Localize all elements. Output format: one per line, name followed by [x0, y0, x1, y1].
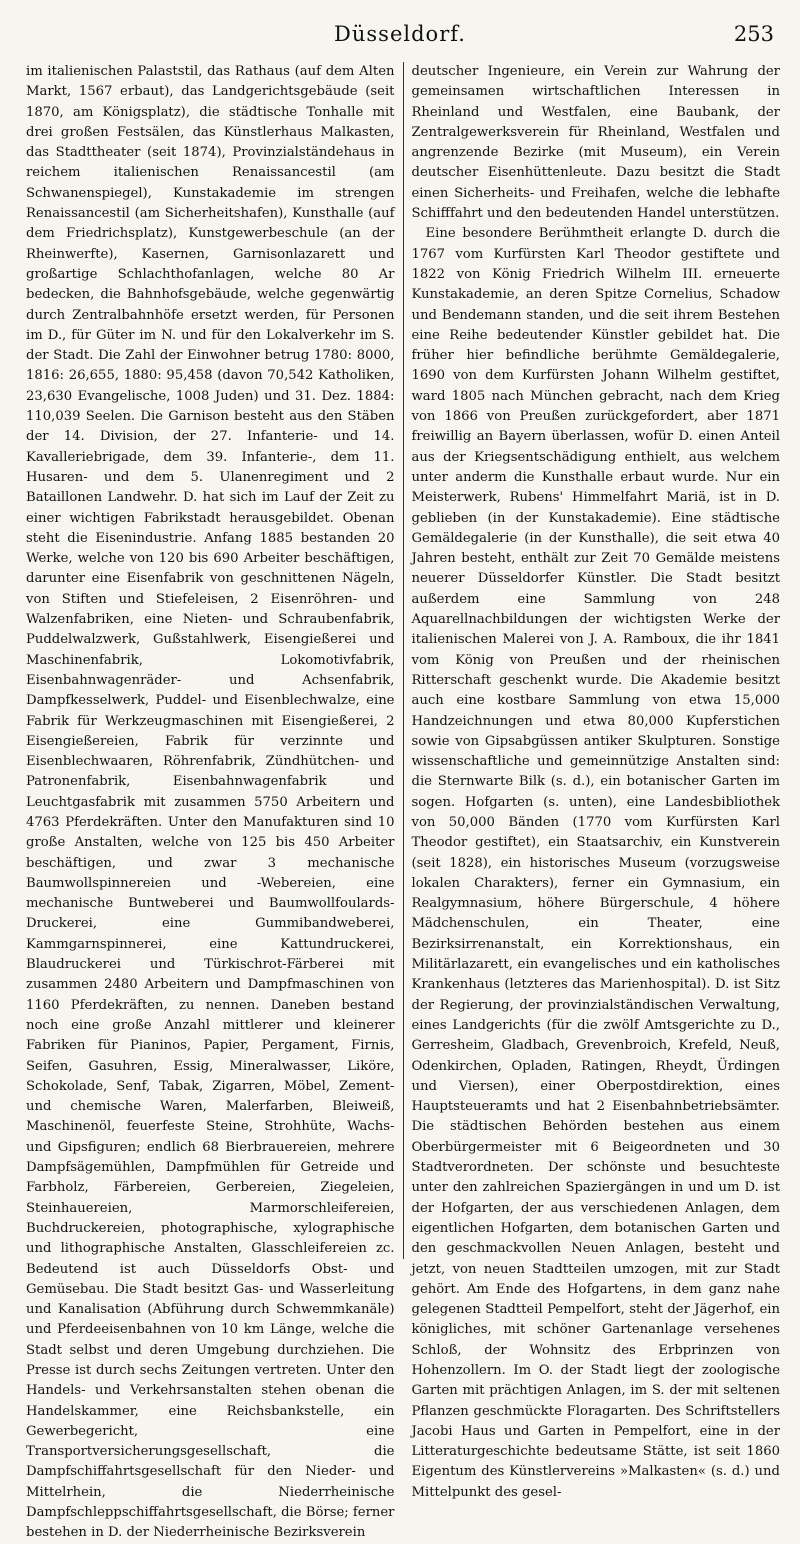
right-paragraph-1: deutscher Ingenieure, ein Verein zur Wahrung der gemeinsamen wirtschaftlichen Interessen in Rheinland und Westfalen, eine Baubank, der Zentralgewerksverein für Rheinland, Westfalen und angrenzende Bezirke (mit Museum), ein Verein deutscher Eisenhüttenleute. Dazu besitzt die Stadt einen Sicherheits- und Freihafen, welche die lebhafte Schifffahrt und den bedeutenden Handel unterstützen.	[411, 64, 780, 222]
text-columns	[26, 62, 780, 1541]
left-column	[26, 62, 404, 1541]
running-title: Düsseldorf.	[334, 22, 466, 46]
right-paragraph-2: Eine besondere Berühmtheit erlangte D. durch die 1767 vom Kurfürsten Karl Theodor gestiftete und 1822 von König Friedrich Wilhelm III. erneuerte Kunstakademie, an deren Spitze Cornelius, Schadow und Bendemann standen, und die seit ihrem Bestehen eine Reihe bedeutender Künstler gebildet hat. Die früher hier befindliche berühmte Gemäldegalerie, 1690 von dem Kurfürsten Johann Wilhelm gestiftet, ward 1805 nach München gebracht, nach dem Krieg von 1866 von Preußen zurückgefordert, aber 1871 freiwillig an Bayern überlassen, wofür D. einen Anteil aus der Kriegsentschädigung enthielt, aus welchem unter anderm die Kunsthalle erbaut wurde. Nur ein Meisterwerk, Rubens' Himmelfahrt Mariä, ist in D. geblieben (in der Kunstakademie). Eine städtische Gemäldegalerie (in der Kunsthalle), die seit etwa 40 Jahren besteht, enthält zur Zeit 70 Gemälde meistens neuerer Düsseldorfer Künstler. Die Stadt besitzt außerdem eine Sammlung von 248 Aquarellnachbildungen der wichtigsten Werke der italienischen Malerei von J. A. Ramboux, die ihr 1841 vom König von Preußen und der rheinischen Ritterschaft geschenkt wurde. Die Akademie besitzt auch eine kostbare Sammlung von etwa 15,000 Handzeichnungen und etwa 80,000 Kupferstichen sowie von Gipsabgüssen antiker Skulpturen. Sonstige wissenschaftliche und gemeinnützige Anstalten sind: die Sternwarte Bilk (s. d.), ein botanischer Garten im sogen. Hofgarten (s. unten), eine Landesbibliothek von 50,000 Bänden (1770 vom Kurfürsten Karl Theodor gestiftet), ein Staatsarchiv, ein Kunstverein (seit 1828), ein historisches Museum (vorzugsweise lokalen Charakters), ferner ein Gymnasium, ein Realgymnasium, höhere Bürgerschule, 4 höhere Mädchenschulen, ein Theater, eine Bezirksirrenanstalt, ein Korrektionshaus, ein Militärlazarett, ein evangelisches und ein katholisches Krankenhaus (letzteres das Marienhospital). D. ist Sitz der Regierung, der provinzialständischen Verwaltung, eines Landgerichts (für die zwölf Amtsgerichte zu D., Gerresheim, Gladbach, Grevenbroich, Krefeld, Neuß, Odenkirchen, Opladen, Ratingen, Rheydt, Ürdingen und Viersen), einer Oberpostdirektion, eines Hauptsteueramts und hat 2 Eisenbahnbetriebsämter. Die städtischen Behörden bestehen aus einem Oberbürgermeister mit 6 Beigeordneten und 30 Stadtverordneten. Der schönste und besuchteste unter den zahlreichen Spaziergängen in und um D. ist der Hofgarten, der aus verschiedenen Anlagen, dem eigentlichen Hofgarten, dem botanischen Garten und den geschmackvollen Neuen Anlagen, besteht und jetzt, von neuen Stadtteilen umzogen, mit zur Stadt gehört. Am Ende des Hofgartens, in dem ganz nahe gelegenen Stadtteil Pempelfort, steht der Jägerhof, ein königliches, mit schöner Gartenanlage versehenes Schloß, der Wohnsitz des Erbprinzen von Hohenzollern. Im O. der Stadt liegt der zoologische Garten mit prächtigen Anlagen, im S. der mit seltenen Pflanzen geschmückte Floragarten. Des Schriftstellers Jacobi Haus und Garten in Pempelfort, eine in der Litteraturgeschichte bedeutsame Stätte, ist seit 1860 Eigentum des Künstlervereins »Malkasten« (s. d.) und Mittelpunkt des gesel-	[411, 226, 780, 1500]
left-paragraph-1: im italienischen Palaststil, das Rathaus (auf dem Alten Markt, 1567 erbaut), das Landgerichtsgebäude (seit 1870, am Königsplatz), die städtische Tonhalle mit drei großen Festsälen, das Künstlerhaus Malkasten, das Stadttheater (seit 1874), Provinzialständehaus in reichem italienischen Renaissancestil (am Schwanenspiegel), Kunstakademie im strengen Renaissancestil (am Sicherheitshafen), Kunsthalle (auf dem Friedrichsplatz), Kunstgewerbeschule (an der Rheinwerfte), Kasernen, Garnisonlazarett und großartige Schlachthofanlagen, welche 80 Ar bedecken, die Bahnhofsgebäude, welche gegenwärtig durch Zentralbahnhöfe ersetzt werden, für Personen im D., für Güter im N. und für den Lokalverkehr im S. der Stadt. Die Zahl der Einwohner betrug 1780: 8000, 1816: 26,655, 1880: 95,458 (davon 70,542 Katholiken, 23,630 Evangelische, 1008 Juden) und 31. Dez. 1884: 110,039 Seelen. Die Garnison besteht aus den Stäben der 14. Division, der 27. Infanterie- und 14. Kavalleriebrigade, dem 39. Infanterie-, dem 11. Husaren- und dem 5. Ulanenregiment und 2 Bataillonen Landwehr. D. hat sich im Lauf der Zeit zu einer wichtigen Fabrikstadt herausgebildet. Obenan steht die Eisenindustrie. Anfang 1885 bestanden 20 Werke, welche von 120 bis 690 Arbeiter beschäftigen, darunter eine Eisenfabrik von geschnittenen Nägeln, von Stiften und Stiefeleisen, 2 Eisenröhren- und Walzenfabriken, eine Nieten- und Schraubenfabrik, Puddelwalzwerk, Gußstahlwerk, Eisengießerei und Maschinenfabrik, Lokomotivfabrik, Eisenbahnwagenräder- und Achsenfabrik, Dampfkesselwerk, Puddel- und Eisenblechwalze, eine Fabrik für Werkzeugmaschinen mit Eisengießerei, 2 Eisengießereien, Fabrik für verzinnte und Eisenblechwaaren, Röhrenfabrik, Zündhütchen- und Patronenfabrik, Eisenbahnwagenfabrik und Leuchtgasfabrik mit zusammen 5750 Arbeitern und 4763 Pferdekräften. Unter den Manufakturen sind 10 große Anstalten, welche von 125 bis 450 Arbeiter beschäftigen, und zwar 3 mechanische Baumwollspinnereien und -Webereien, eine mechanische Buntweberei und Baumwollfoulards-Druckerei, eine Gummibandweberei, Kammgarnspinnerei, eine Kattundruckerei, Blaudruckerei und Türkischrot-Färberei mit zusammen 2480 Arbeitern und Dampfmaschinen von 1160 Pferdekräften, zu nennen. Daneben bestand noch eine große Anzahl mittlerer und kleinerer Fabriken für Pianinos, Papier, Pergament, Firnis, Seifen, Gasuhren, Essig, Mineralwasser, Liköre, Schokolade, Senf, Tabak, Zigarren, Möbel, Zement- und chemische Waren, Malerfarben, Bleiweiß, Maschinenöl, feuerfeste Steine, Strohhüte, Wachs- und Gipsfiguren; endlich 68 Bierbrauereien, mehrere Dampfsägemühlen, Dampfmühlen für Getreide und Farbholz, Färbereien, Gerbereien, Ziegeleien, Steinhauereien, Marmorschleifereien, Buchdruckereien, photographische, xylographische und lithographische Anstalten, Glasschleifereien zc. Bedeutend ist auch Düsseldorfs Obst- und Gemüsebau. Die Stadt besitzt Gas- und Wasserleitung und Kanalisation (Abführung durch Schwemmkanäle) und Pferdeeisenbahnen von 10 km Länge, welche die Stadt selbst und deren Umgebung durchziehen. Die Presse ist durch sechs Zeitungen vertreten. Unter den Handels- und Verkehrsanstalten stehen obenan die Handelskammer, eine Reichsbankstelle, ein Gewerbegericht, eine Transportversicherungsgesellschaft, die Dampfschiffahrtsgesellschaft für den Nieder- und Mittelrhein, die Niederrheinische Dampfschleppschiffahrtsgesellschaft, die Börse; ferner bestehen in D. der Niederrheinische Bezirksverein	[26, 64, 395, 1541]
right-column	[404, 62, 781, 1500]
page-header	[0, 22, 800, 52]
page-number: 253	[733, 22, 774, 46]
